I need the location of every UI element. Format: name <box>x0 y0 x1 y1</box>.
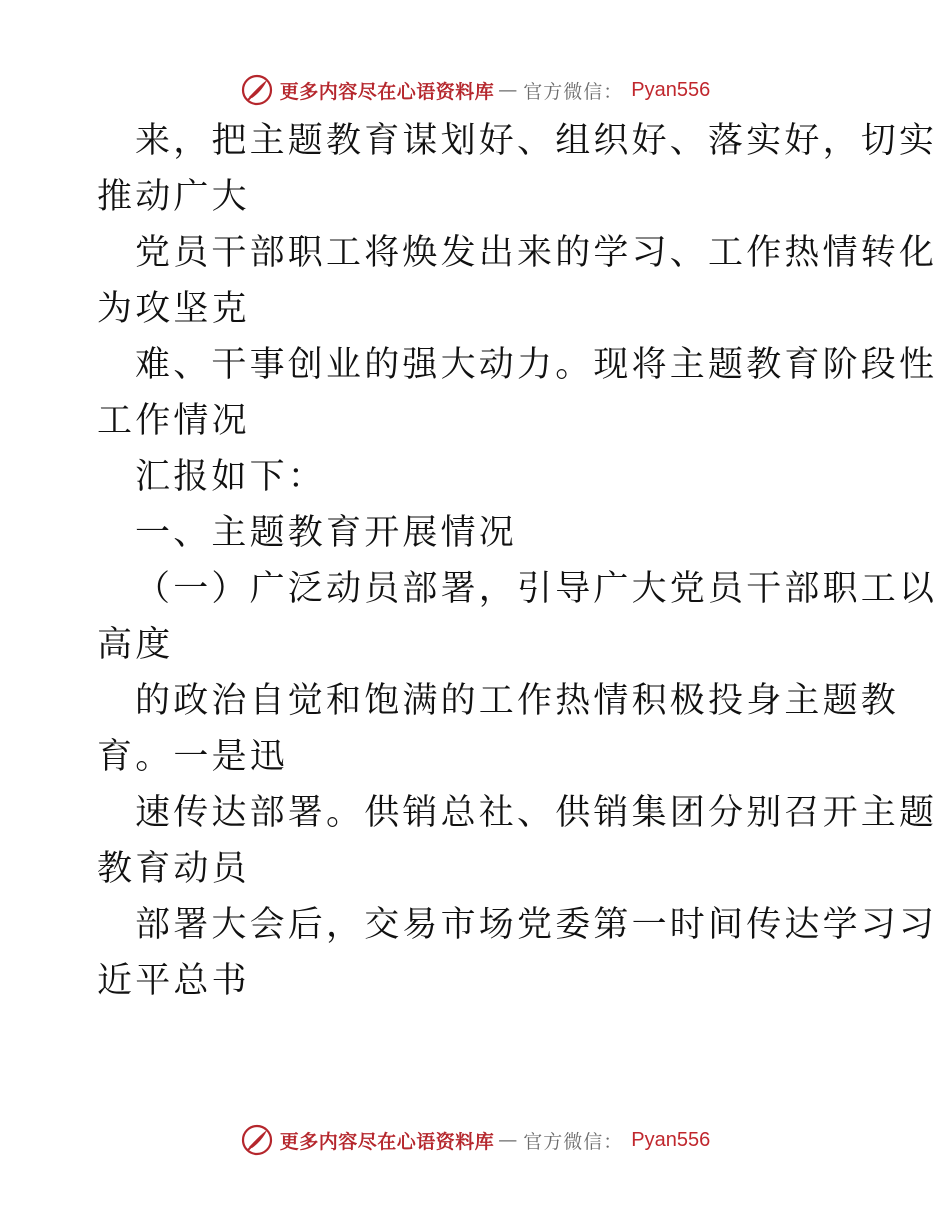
body-line-16: 近平总书 <box>97 961 250 1001</box>
quill-logo-icon <box>240 1123 274 1157</box>
body-line-13: 速传达部署。供销总社、供销集团分别召开主题 <box>135 793 938 833</box>
body-line-9: （一）广泛动员部署，引导广大党员干部职工以 <box>135 569 938 609</box>
body-line-10: 高度 <box>97 625 174 665</box>
body-line-11: 的政治自觉和饱满的工作热情积极投身主题教 <box>135 681 900 721</box>
body-line-6: 工作情况 <box>97 401 250 441</box>
section-heading: 一、主题教育开展情况 <box>135 513 518 553</box>
header-dash: — <box>498 79 518 101</box>
document-body <box>97 121 938 1018</box>
header-banner <box>0 70 950 110</box>
footer-brand-text: 更多内容尽在心语资料库 <box>279 1130 495 1153</box>
quill-logo-icon <box>240 73 274 107</box>
body-line-12: 育。一是迅 <box>97 737 289 777</box>
body-line-15: 部署大会后，交易市场党委第一时间传达学习习 <box>135 905 938 945</box>
body-line-2: 推动广大 <box>97 177 250 217</box>
footer-dash: — <box>498 1129 518 1151</box>
footer-banner <box>0 1120 950 1160</box>
body-line-4: 为攻坚克 <box>97 289 250 329</box>
header-wechat-label: 官方微信： <box>523 80 624 103</box>
header-wechat-handle: Pyan556 <box>631 78 711 101</box>
body-line-14: 教育动员 <box>97 849 250 889</box>
footer-wechat-handle: Pyan556 <box>631 1128 711 1151</box>
body-line-7: 汇报如下： <box>135 457 327 497</box>
body-line-5: 难、干事创业的强大动力。现将主题教育阶段性 <box>135 345 938 385</box>
footer-wechat-label: 官方微信： <box>523 1130 624 1153</box>
body-line-1: 来，把主题教育谋划好、组织好、落实好，切实 <box>135 121 938 161</box>
header-brand-text: 更多内容尽在心语资料库 <box>279 80 495 103</box>
body-line-3: 党员干部职工将焕发出来的学习、工作热情转化 <box>135 233 938 273</box>
